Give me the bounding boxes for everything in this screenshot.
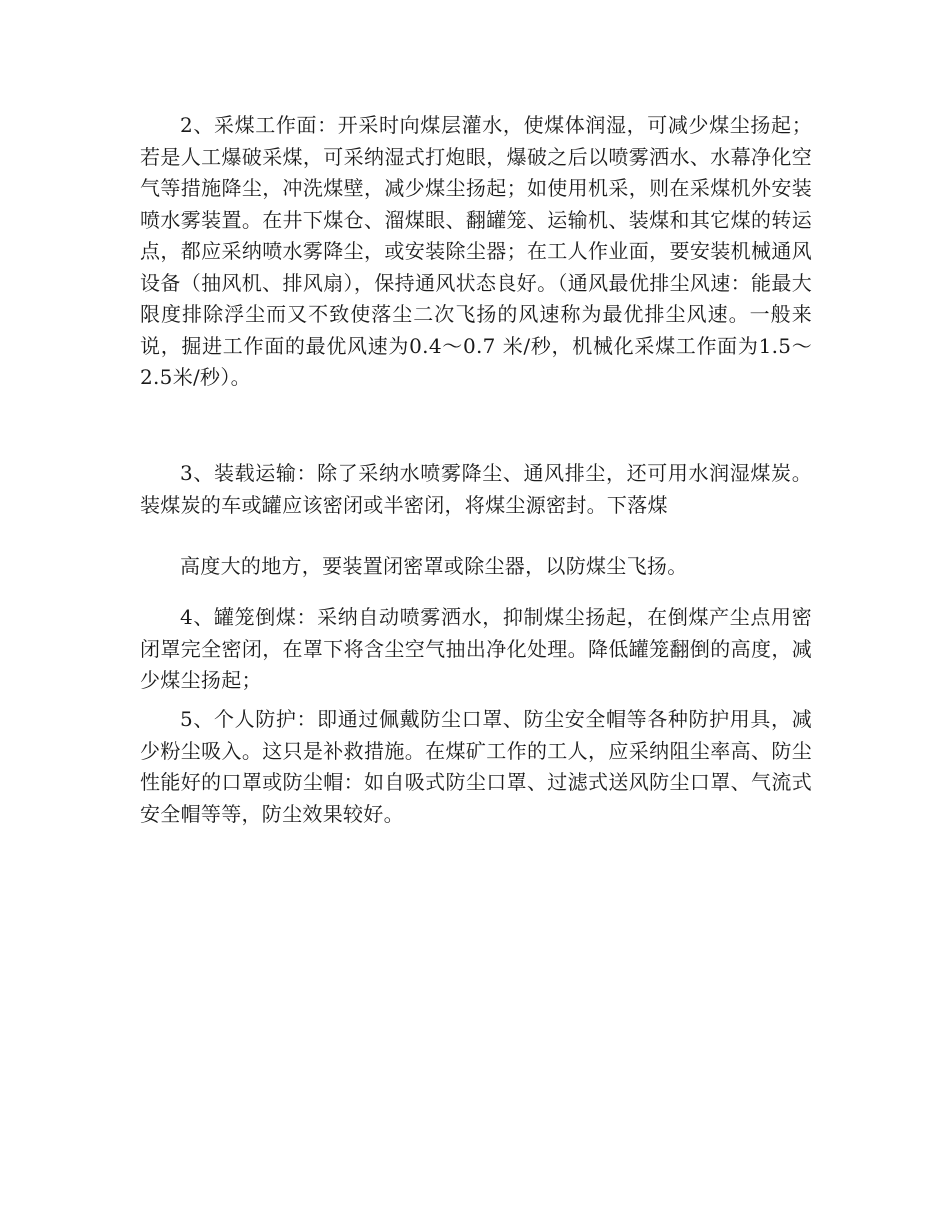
paragraph-loading-transport: 3、装载运输：除了采纳水喷雾降尘、通风排尘，还可用水润湿煤炭。装煤炭的车或罐应该密闭或半密闭，将煤尘源密封。下落煤 bbox=[140, 461, 812, 517]
paragraph-loading-transport-continued: 高度大的地方，要装置闭密罩或除尘器，以防煤尘飞扬。 bbox=[180, 554, 688, 578]
paragraph-cage-dumping: 4、罐笼倒煤：采纳自动喷雾洒水，抑制煤尘扬起，在倒煤产尘点用密闭罩完全密闭，在罩下将含尘空气抽出净化处理。降低罐笼翻倒的高度，减少煤尘扬起； bbox=[140, 605, 812, 692]
paragraph-mining-face: 2、采煤工作面：开采时向煤层灌水，使煤体润湿，可减少煤尘扬起；若是人工爆破采煤，可采纳湿式打炮眼，爆破之后以喷雾洒水、水幕净化空气等措施降尘，冲洗煤壁，减少煤尘扬起；如使用机采，则在采煤机外安装喷水雾装置。在井下煤仓、溜煤眼、翻罐笼、运输机、装煤和其它煤的转运点，都应采纳喷水雾降尘，或安装除尘器；在工人作业面，要安装机械通风设备（抽风机、排风扇），保持通风状态良好。（通风最优排尘风速：能最大限度排除浮尘而又不致使落尘二次飞扬的风速称为最优排尘风速。一般来说，掘进工作面的最优风速为0.4～0.7 米/秒，机械化采煤工作面为1.5～2.5米/秒）。 bbox=[140, 113, 812, 389]
paragraph-personal-protection: 5、个人防护：即通过佩戴防尘口罩、防尘安全帽等各种防护用具，减少粉尘吸入。这只是补救措施。在煤矿工作的工人，应采纳阻尘率高、防尘性能好的口罩或防尘帽：如自吸式防尘口罩、过滤式送风防尘口罩、气流式安全帽等等，防尘效果较好。 bbox=[140, 707, 812, 826]
